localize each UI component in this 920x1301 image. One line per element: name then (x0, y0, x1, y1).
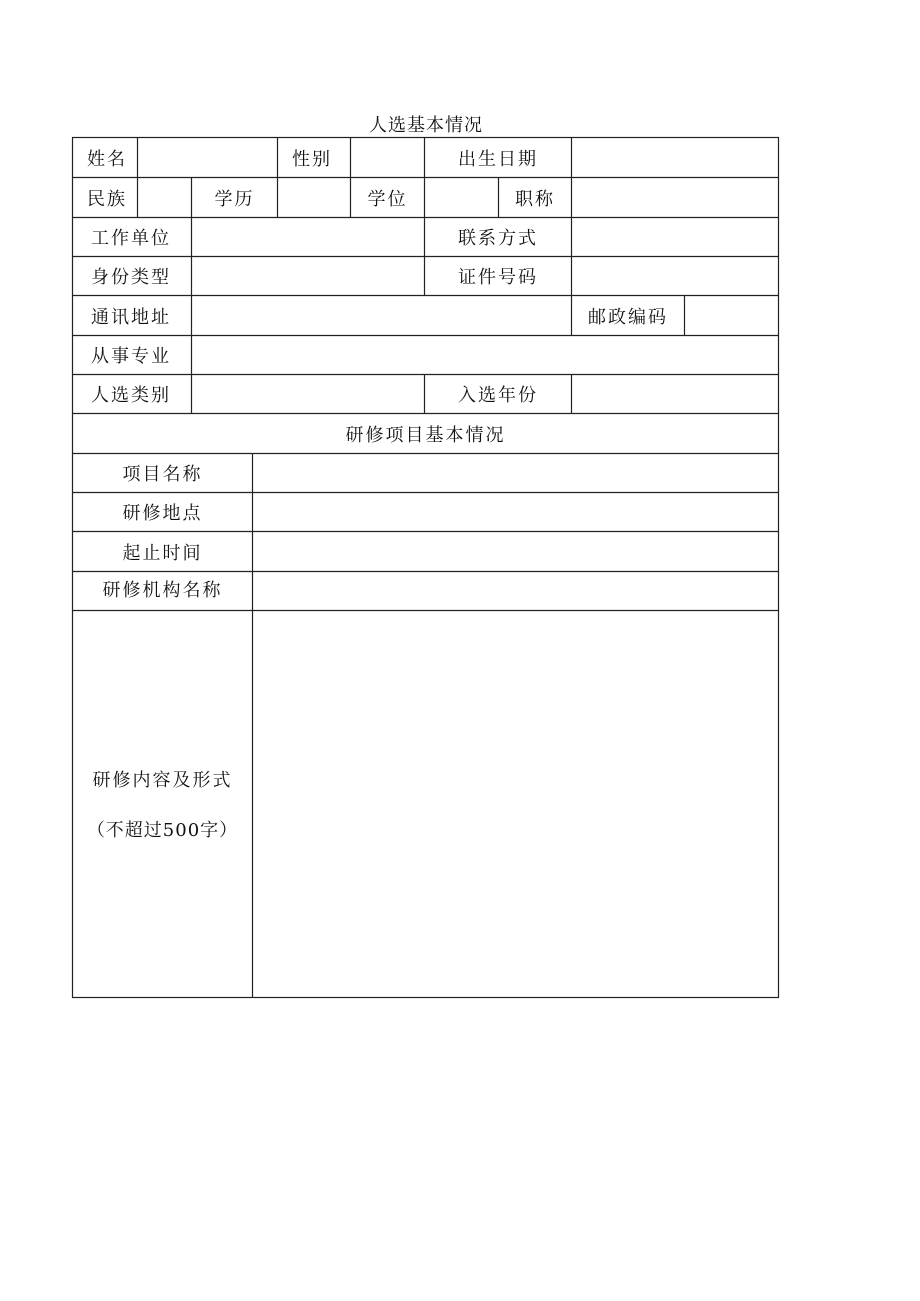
label-project-name: 项目名称 (122, 464, 203, 485)
input-professional-title[interactable] (572, 178, 778, 217)
input-gender[interactable] (351, 138, 424, 177)
label-id-type: 身份类型 (91, 267, 171, 288)
input-address[interactable] (192, 296, 571, 335)
label-selected-year: 入选年份 (458, 385, 538, 406)
label-category: 人选类别 (91, 385, 171, 406)
label-content: 研修内容及形式 (92, 770, 233, 791)
label-specialty: 从事专业 (91, 346, 171, 367)
label-contact: 联系方式 (458, 228, 538, 249)
label-professional-title: 职称 (515, 189, 555, 210)
label-period: 起止时间 (122, 543, 203, 564)
label-address: 通讯地址 (91, 307, 171, 328)
label-birth-date: 出生日期 (458, 149, 538, 170)
label-name: 姓名 (87, 149, 127, 170)
label-id-number: 证件号码 (458, 267, 538, 288)
label-content-block (73, 611, 252, 997)
input-contact[interactable] (572, 218, 778, 256)
input-ethnicity[interactable] (138, 178, 191, 217)
input-education[interactable] (278, 178, 350, 217)
label-gender: 性别 (292, 149, 332, 170)
input-period[interactable] (253, 532, 778, 571)
input-location[interactable] (253, 493, 778, 531)
label-employer: 工作单位 (91, 228, 171, 249)
input-project-name[interactable] (253, 454, 778, 492)
input-specialty[interactable] (192, 336, 778, 374)
label-content-note: （不超过500字） (86, 820, 239, 841)
input-institution[interactable] (253, 572, 778, 610)
label-location: 研修地点 (122, 503, 203, 524)
section-heading: 研修项目基本情况 (345, 425, 506, 446)
input-degree[interactable] (425, 178, 498, 217)
label-degree: 学位 (367, 189, 408, 210)
input-category[interactable] (192, 375, 424, 413)
input-id-type[interactable] (192, 257, 424, 295)
label-ethnicity: 民族 (87, 189, 127, 210)
input-postcode[interactable] (685, 296, 778, 335)
label-postcode: 邮政编码 (588, 307, 668, 328)
input-id-number[interactable] (572, 257, 778, 295)
label-institution: 研修机构名称 (102, 580, 223, 601)
input-content[interactable] (253, 611, 778, 997)
input-selected-year[interactable] (572, 375, 778, 413)
page-title: 人选基本情况 (369, 115, 483, 136)
input-name[interactable] (138, 138, 277, 177)
label-education: 学历 (214, 189, 255, 210)
input-birth-date[interactable] (572, 138, 778, 177)
input-employer[interactable] (192, 218, 424, 256)
